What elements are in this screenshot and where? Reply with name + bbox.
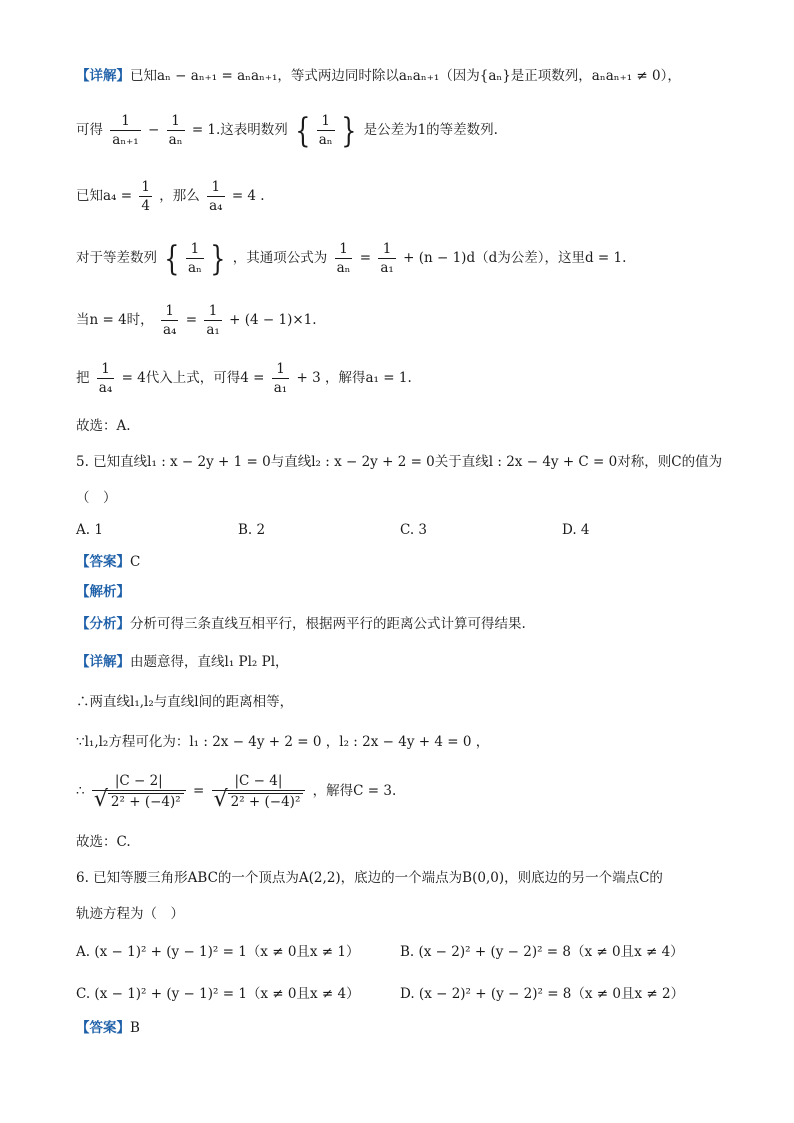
analysis-tag: 【解析】 [76,584,130,600]
sqrt: √ 2² + (−4)² [94,791,184,811]
q5-option-b: B. 2 [238,522,266,538]
denominator: a₁ [206,322,220,338]
fraction [110,112,140,149]
radicand: 2² + (−4)² [228,793,304,810]
numerator: 1 [186,240,204,259]
q5-xiangjie-line [76,652,734,672]
question-5-paren: （ ） [76,490,117,506]
q5-step-3: ∵l₁,l₂方程可化为：l₁ : 2x − 4y + 2 = 0 ，l₂ : 2x − 4y + 4 = 0 ， [76,734,490,750]
text-segment: 是公差为1的等差数列. [363,122,498,138]
fraction [186,240,204,277]
denominator: aₙ [336,260,351,276]
answer-tag: 【答案】 [76,1020,130,1036]
question-6-stem: 6. 已知等腰三角形ABC的一个顶点为A(2,2)，底边的一个端点为B(0,0)，则底边的另一个端点C的 [76,870,663,886]
detail-line-2 [76,112,734,149]
right-brace: } [210,238,226,279]
detail-line-5 [76,302,734,339]
detail-tag: 【详解】 [76,654,130,670]
q5-fenxi-line [76,614,734,634]
text-segment: ，那么 [159,188,200,204]
numerator: |C − 4| [212,772,306,791]
answer-value: B [130,1020,140,1036]
numerator: 1 [272,360,289,379]
detail-line-4 [76,240,734,277]
text-segment: 对于等差数列 [76,250,157,266]
denominator: a₄ [162,322,177,338]
q6-option-b: B. (x − 2)² + (y − 2)² = 8（x ≠ 0且x ≠ 4） [400,944,684,960]
fenxi-tag: 【分析】 [76,616,130,632]
text-segment: + 3 ，解得a₁ = 1. [296,370,412,386]
answer-value: C [130,554,141,570]
fraction [317,112,335,149]
q5-option-c: C. 3 [400,522,428,538]
numerator: 1 [161,302,178,321]
q6-answer-line [76,1018,734,1038]
denominator: a₁ [273,380,288,396]
denominator: aₙ₊₁ [112,132,139,148]
q5-option-a: A. 1 [76,522,103,538]
q5-answer-line [76,552,734,572]
detail-line-6 [76,360,734,397]
distance-fraction-2 [212,772,306,811]
numerator: 1 [110,112,140,131]
text-segment: + (4 − 1)×1. [229,312,317,328]
detail-text: 由题意得，直线l₁ Pl₂ Pl， [130,654,289,670]
fraction [139,178,152,215]
text-segment: = 1.这表明数列 [191,122,288,138]
denominator: 4 [141,198,150,214]
radicand: 2² + (−4)² [108,793,184,810]
denominator: aₙ [168,132,183,148]
question-6-stem-2: 轨迹方程为（ ） [76,906,184,922]
left-brace: { [295,110,311,151]
equals-sign: = [359,250,372,266]
fraction [335,240,353,277]
equals-sign: = [185,312,198,328]
denominator: a₄ [98,380,113,396]
fraction [378,240,395,277]
text-segment: 把 [76,370,90,386]
text-segment: = 4代入上式，可得4 = [121,370,265,386]
detail-line-1 [76,66,734,86]
numerator: |C − 2| [92,772,186,791]
q6-option-c: C. (x − 1)² + (y − 1)² = 1（x ≠ 0且x ≠ 4） [76,986,360,1002]
q5-step-2: ∴两直线l₁,l₂与直线l间的距离相等， [76,694,294,710]
fraction [97,360,114,397]
fraction [167,112,185,149]
distance-fraction-1 [92,772,186,811]
answer-tag: 【答案】 [76,554,130,570]
q5-conclusion: 故选：C. [76,834,131,850]
numerator: 1 [335,240,353,259]
text-segment: ，其通项公式为 [232,250,328,266]
fraction [272,360,289,397]
fraction [204,302,221,339]
question-5-stem: 5. 已知直线l₁ : x − 2y + 1 = 0与直线l₂ : x − 2y + 2 = 0关于直线l : 2x − 4y + C = 0对称，则C的值为 [76,454,723,470]
denominator [212,787,306,812]
text-segment: 已知a₄ = [76,188,133,204]
q6-option-a: A. (x − 1)² + (y − 1)² = 1（x ≠ 0且x ≠ 1） [76,944,360,960]
left-brace: { [164,238,180,279]
fraction [207,178,224,215]
conclusion-line: 故选：A. [76,418,131,434]
denominator [92,787,186,812]
text-segment: 当n = 4时， [76,312,154,328]
minus-sign: − [148,122,160,138]
numerator: 1 [167,112,185,131]
numerator: 1 [378,240,395,259]
numerator: 1 [141,179,150,195]
numerator: 1 [204,302,221,321]
text-segment: ，解得C = 3. [312,783,397,799]
detail-line-3 [76,178,734,215]
numerator: 1 [317,112,335,131]
equals-sign: = [192,783,205,799]
denominator: aₙ [187,260,202,276]
fenxi-text: 分析可得三条直线互相平行，根据两平行的距离公式计算可得结果. [130,616,526,632]
denominator: a₄ [209,198,223,214]
denominator: aₙ [318,132,333,148]
therefore-symbol: ∴ [76,783,85,799]
numerator: 1 [207,178,224,197]
q6-option-d: D. (x − 2)² + (y − 2)² = 8（x ≠ 0且x ≠ 2） [400,986,685,1002]
sqrt: √ 2² + (−4)² [214,791,304,811]
detail-tag: 【详解】 [76,68,130,84]
q5-option-d: D. 4 [562,522,590,538]
text-segment: + (n − 1)d（d为公差），这里d = 1. [403,250,627,266]
q5-step-4 [76,772,734,811]
text-segment: 可得 [76,122,103,138]
text-segment: = 4 . [231,188,265,204]
denominator: a₁ [380,260,394,276]
fraction [161,302,178,339]
right-brace: } [340,110,357,151]
numerator: 1 [97,360,114,379]
detail-text: 已知aₙ − aₙ₊₁ = aₙaₙ₊₁，等式两边同时除以aₙaₙ₊₁（因为{aₙ}是正项数列，aₙaₙ₊₁ ≠ 0）， [130,68,681,84]
q5-analysis-line [76,582,734,602]
